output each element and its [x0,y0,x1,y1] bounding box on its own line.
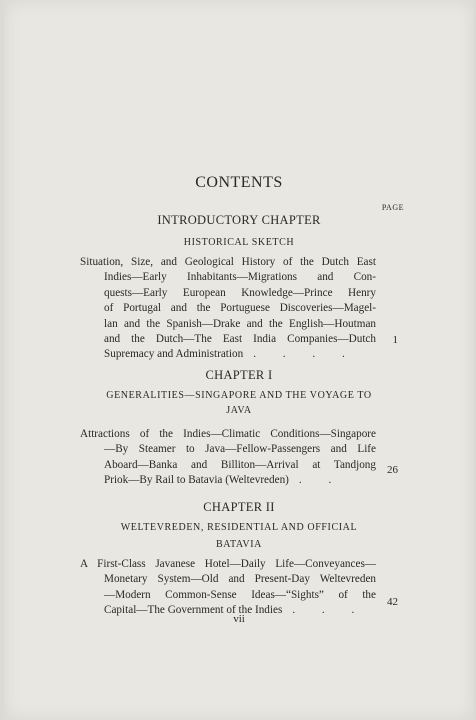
chapter-subtitle: WELTEVREDEN, RESIDENTIAL AND OFFICIAL [120,522,358,533]
entry-line-text: Capital—The Government of the Indies [104,604,283,617]
page-number: 26 [387,464,398,476]
dot-leader: . . [298,474,344,487]
entry-line-text: Priok—By Rail to Batavia (Weltevreden) [104,474,289,487]
chapter-subtitle-continued: JAVA [226,405,252,416]
book-page [4,0,474,720]
entry-line: and the Dutch—The East India Companies—Dutch [104,333,376,346]
entry-line: lan and the Spanish—Drake and the English—Houtman [104,317,376,330]
chapter-heading: INTRODUCTORY CHAPTER [157,213,321,227]
entry-last-line [80,473,376,488]
page-number: 42 [387,596,398,608]
entry-line: Aboard—Banka and Billiton—Arrival at Tandjong [104,458,376,471]
entry-line: —Modern Common-Sense Ideas—“Sights” of the [104,588,376,601]
entry-line: A First-Class Javanese Hotel—Daily Life—Conveyances— [80,558,376,570]
chapter-heading: CHAPTER II [203,500,275,514]
entry-last-line [80,347,376,362]
dot-leader: . . . . [253,348,357,361]
contents-heading: CONTENTS [195,174,283,191]
entry-line: Indies—Early Inhabitants—Migrations and Con- [104,271,376,284]
chapter-subtitle-continued: BATAVIA [216,539,262,550]
toc-entry [80,255,376,363]
entry-line: Situation, Size, and Geological History of the Dutch East [80,256,376,268]
dot-leader: . . . [292,604,367,617]
folio-page-number: vii [233,613,245,625]
chapter-heading: CHAPTER I [205,368,273,382]
entry-line: Attractions of the Indies—Climatic Conditions—Singapore [80,428,376,440]
toc-entry [80,557,376,619]
entry-line: of Portugal and the Portuguese Discoveries—Magel- [104,302,376,315]
entry-line: quests—Early European Knowledge—Prince Henry [104,286,376,299]
chapter-subtitle: HISTORICAL SKETCH [183,237,295,248]
chapter-subtitle: GENERALITIES—SINGAPORE AND THE VOYAGE TO [106,390,372,401]
entry-line: —By Steamer to Java—Fellow-Passengers and Life [104,443,376,456]
entry-line: Monetary System—Old and Present-Day Weltevreden [104,573,376,586]
page-number: 1 [392,334,398,346]
toc-entry [80,427,376,489]
entry-line-text: Supremacy and Administration [104,348,244,361]
page-column-label: PAGE [381,203,404,212]
